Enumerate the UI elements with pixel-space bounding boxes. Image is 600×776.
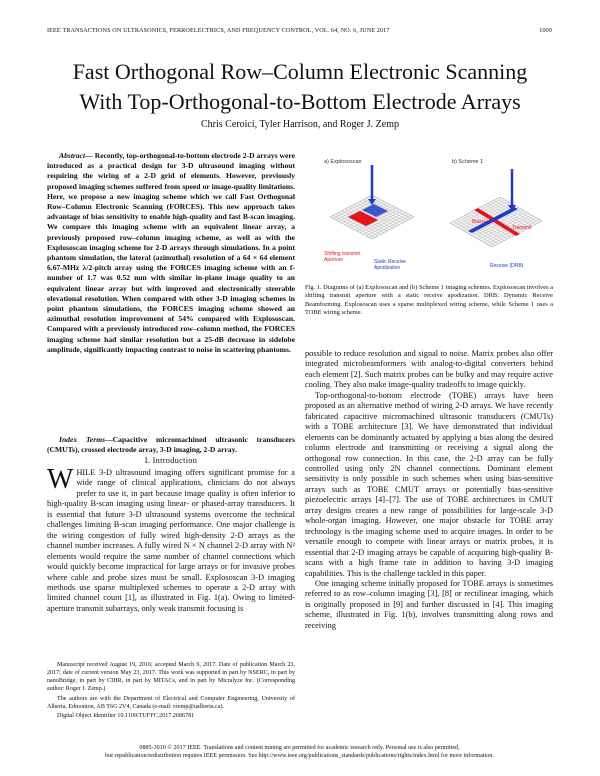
page-number: 1009: [539, 27, 552, 34]
index-terms: [47, 435, 295, 455]
author-list: Chris Ceroici, Tyler Harrison, and Roger J. Zemp: [201, 119, 399, 130]
title-line-2: With Top-Orthogonal-to-Bottom Electrode Arrays: [79, 89, 521, 114]
abstract-lead: Abstract: [59, 151, 86, 160]
figure-label-b: b) Scheme 1: [452, 159, 484, 165]
footnote-received: Manuscript received August 19, 2016; accepted March 9, 2017. Date of publication March 23, 2017; date of current version May 23, 2017. This work was supported in part by NSERC, in part by nanoBridge, in part by CIHR, in part by MITACs, and in part by Micralyze Inc. (Corresponding author: Roger J. Zemp.): [47, 662, 295, 693]
index-terms-body: —Capacitive micromachined ultrasonic transducers (CMUTs), crossed electrode array, 3-D imaging, 2-D array.: [47, 435, 296, 455]
static-receive-label: Static Receive: [374, 259, 406, 265]
title-line-1: Fast Orthogonal Row–Column Electronic Scanning: [72, 59, 528, 84]
abstract-body: — Recently, top-orthogonal-to-bottom electrode 2-D arrays were introduced as a practical design for 3-D ultrasound imaging without requiring the wiring of a 2-D grid of elements. However, previously proposed imaging schemes suffered from speed or image-quality limitations. Here, we propose a new imaging scheme which we call Fast Orthogonal Row–Column Electronic Scanning (FORCES). This new approach takes advantage of bias sensitivity to enable high-quality and fast B-scan imaging. We compare this imaging scheme with an equivalent linear array, a previously proposed row–column imaging scheme, as well as with the Explososcan imaging scheme for 2-D arrays through simulations. In a point phantom simulation, the lateral (azimuthal) resolution of a 64 × 64 element 6.67-MHz λ/2-pitch array using the FORCES imaging scheme with an f-number of 1.7 was 0.52 mm with similar in-plane image quality to an equivalent linear array but with improved and electronically steerable elevational resolution. When compared with other 3-D imaging schemes in point phantom simulations, the FORCES imaging scheme showed an azimuthal resolution improvement of 54% compared with Explososcan. Compared with a previously introduced row–column method, the FORCES imaging scheme had similar resolution but a 25-dB decrease in sidelobe amplitude, significantly impacting contrast to noise in scattering phantoms.: [47, 151, 295, 354]
figure-label-a: a) Explososcan: [324, 159, 362, 165]
shifting-aperture-label: Shifting transmit: [324, 251, 360, 257]
paper-title: [30, 57, 570, 117]
footnotes: [47, 661, 295, 721]
journal-name: IEEE TRANSACTIONS ON ULTRASONICS, FERROELECTRICS, AND FREQUENCY CONTROL, VOL. 64, NO. 6, JUNE 2017: [47, 27, 390, 34]
footer-line-2: but republication/redistribution requires IEEE permission. See http://www.ieee.org/publications_standards/publications/rights/index.html for more information.: [105, 753, 494, 760]
right-paragraph-1: possible to reduce resolution and signal to noise. Matrix probes also offer integrated microbeamformers with analog-to-digital converters behind each element [2]. Such matrix probes can be bulky and may require active cooling. They also make image-quality tradeoffs to image quickly.: [305, 349, 553, 390]
right-paragraph-3: One imaging scheme initially proposed for TOBE arrays is sometimes referred to as row–column imaging [3], [8] or rectilinear imaging, which is originally proposed in [9] and further discussed in [4]. This imaging scheme, illustrated in Fig. 1(b), involves transmitting along rows and receiving: [305, 578, 553, 630]
footnote-doi: Digital Object Identifier 10.1109/TUFFC.2017.2686781: [57, 712, 195, 719]
section-heading: I. Introduction: [144, 456, 198, 465]
footer-line-1: 0885-3010 © 2017 IEEE. Translations and content mining are permitted for academic research only. Personal use is also permitted,: [139, 745, 460, 751]
intro-paragraph-1: HILE 3-D ultrasound imaging offers significant promise for a wide range of clinical applications, clinicians do not always prefer to use it, in part because image quality is often inferior to high-quality B-scan imaging using linear- or phased-array transducers. It is essential that future 3-D ultrasound systems overcome the technical challenges limiting B-scan imaging performance. One major challenge is the wiring congestion of fully wired high-density 2-D arrays as the channel number increases. A fully wired N × N channel 2-D array with N² elements would require the same number of channel connections which would quickly become impractical for large arrays or for invasive probes where cable and probe sizes must be small. Explososcan 3-D imaging methods use sparse multiplexed schemes to operate a 2-D array with limited channel count [1], as illustrated in Fig. 1(a). Owing to limited-aperture transmit subarrays, only weak transmit focusing is: [47, 468, 295, 613]
static-receive-label-2: Apodization: [374, 265, 401, 271]
transmit-label: Transmit: [512, 225, 532, 231]
footnote-affiliation: The authors are with the Department of Electrical and Computer Engineering, University of Alberta, Edmonton, AB T6G 2V4, Canada (e-mail: rzemp@ualberta.ca).: [47, 695, 295, 710]
figure-1-diagram: [322, 155, 547, 280]
scheme-1-panel: [450, 169, 542, 269]
introduction-text: [47, 464, 295, 614]
running-header: [47, 27, 552, 34]
explososcan-panel: [324, 165, 414, 271]
index-terms-lead: Index Terms: [59, 435, 106, 444]
abstract: [47, 151, 295, 355]
drop-cap: W: [47, 464, 74, 495]
shifting-aperture-label-2: Aperture: [324, 257, 344, 263]
figure-1-caption: Fig. 1. Diagrams of (a) Explososcan and (b) Scheme 1 imaging schemes. Explososcan involves a shifting transmit aperture with a static receive apodization. DRB: Dynamic Receive Beamforming. Explososcan uses a sparse multiplexed wiring scheme, while Scheme 1 uses a TOBE wiring scheme.: [305, 284, 553, 317]
bias-label: Bias(+/-): [472, 219, 492, 225]
right-paragraph-2: Top-orthogonal-to-bottom electrode (TOBE) arrays have been proposed as an alternative method of wiring 2-D arrays. We have recently fabricated capacitive micromachined ultrasonic transducers (CMUTs) with a TOBE architecture [3]. We have demonstrated that individual elements can be dominantly actuated by applying a bias along the desired column electrode and transmitting or receiving a signal along the orthogonal row connection. In this case, the 2-D array can be fully controlled using only 2N channel connections. Dominant element sensitivity is only possible in such schemes when using bias-sensitive arrays such as TOBE CMUT arrays or potentially bias-sensitive piezoelectric arrays [4]–[7]. The use of TOBE architectures in CMUT array designs creates a new range of possibilities for large-scale 3-D whole-organ imaging. However, one major obstacle for TOBE array technology is the imaging scheme used to acquire images. In order to be versatile enough to compete with linear arrays or matrix probes, it is essential that 2-D imaging arrays be capable of acquiring high-quality B-scans with a high frame rate in addition to having 3-D imaging capabilities. This is the challenge tackled in this paper.: [305, 390, 553, 578]
copyright-footer: [47, 744, 552, 760]
receive-label: Receive (DRB): [490, 263, 524, 269]
right-column-text: [305, 349, 553, 631]
